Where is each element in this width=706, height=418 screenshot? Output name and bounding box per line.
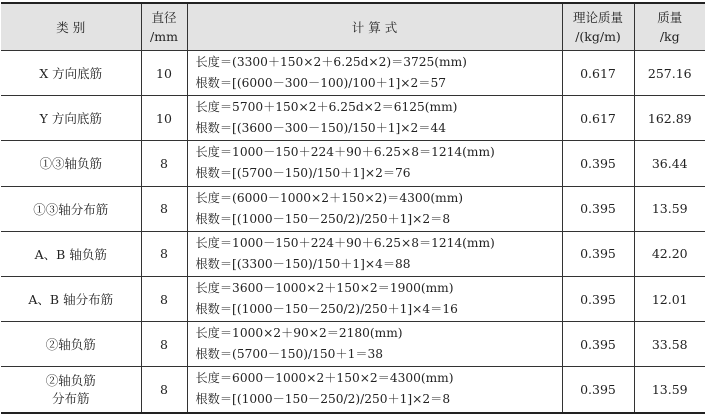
formula-count: 根数＝(5700－150)/150＋1＝38: [195, 347, 384, 362]
cell-category: [1, 276, 141, 321]
cell-formula: [187, 322, 562, 367]
category-text: X 方向底筋: [39, 66, 103, 82]
cell-formula: [187, 367, 562, 413]
formula-count: 根数＝[(3600－300－150)/150＋1]×2＝44: [195, 121, 446, 136]
table-row: [1, 367, 705, 413]
header-unit-mass: [562, 3, 634, 51]
cell-unit-mass: 0.395: [562, 186, 634, 231]
category-text: ①③轴负筋: [39, 156, 102, 172]
table-row: [1, 276, 705, 321]
formula-length: 长度＝1000×2＋90×2＝2180(mm): [195, 326, 403, 341]
formula-length: 长度＝3600－1000×2＋150×2＝1900(mm): [195, 281, 454, 296]
table-row: [1, 51, 705, 96]
cell-formula: [187, 141, 562, 186]
table-row: [1, 186, 705, 231]
header-unit-mass-unit: /(kg/m): [575, 29, 621, 44]
cell-mass: 33.58: [634, 322, 705, 367]
cell-unit-mass: 0.395: [562, 367, 634, 413]
category-text: ②轴负筋: [45, 373, 96, 389]
table-body: [1, 51, 705, 413]
category-text: ②轴负筋: [45, 337, 96, 353]
cell-diameter: 8: [141, 231, 187, 276]
category-text: Y 方向底筋: [39, 111, 102, 127]
formula-count: 根数＝[(6000－300－100)/100＋1]×2＝57: [195, 76, 446, 91]
header-category: 类 别: [1, 3, 141, 51]
cell-mass: 13.59: [634, 186, 705, 231]
table-row: [1, 231, 705, 276]
rebar-calculation-table-container: [1, 2, 705, 414]
header-mass-unit: /kg: [659, 29, 680, 44]
cell-unit-mass: 0.617: [562, 96, 634, 141]
cell-category: [1, 231, 141, 276]
cell-category: [1, 367, 141, 413]
formula-count: 根数＝[(1000－150－250/2)/250＋1]×2＝8: [195, 392, 451, 407]
cell-unit-mass: 0.395: [562, 141, 634, 186]
cell-unit-mass: 0.395: [562, 322, 634, 367]
header-diameter-line: 直径: [151, 10, 177, 25]
category-text: 分布筋: [51, 391, 90, 407]
formula-length: 长度＝1000－150＋224＋90＋6.25×8＝1214(mm): [195, 235, 495, 250]
header-mass: [634, 3, 705, 51]
cell-unit-mass: 0.617: [562, 51, 634, 96]
formula-count: 根数＝[(1000－150－250/2)/250＋1]×4＝16: [195, 302, 458, 317]
formula-count: 根数＝[(3300－150)/150＋1]×4＝88: [195, 256, 411, 271]
header-formula: 计 算 式: [187, 3, 562, 51]
cell-diameter: 8: [141, 322, 187, 367]
header-unit-mass-line: 理论质量: [572, 10, 623, 25]
cell-mass: 42.20: [634, 231, 705, 276]
cell-mass: 13.59: [634, 367, 705, 413]
cell-category: [1, 186, 141, 231]
cell-diameter: 10: [141, 96, 187, 141]
cell-diameter: 8: [141, 141, 187, 186]
formula-length: 长度＝(6000－1000×2＋150×2)＝4300(mm): [195, 190, 464, 205]
cell-unit-mass: 0.395: [562, 231, 634, 276]
table-row: [1, 322, 705, 367]
header-diameter-unit: /mm: [150, 29, 178, 44]
cell-formula: [187, 231, 562, 276]
cell-category: [1, 322, 141, 367]
cell-category: [1, 51, 141, 96]
cell-mass: 257.16: [634, 51, 705, 96]
cell-mass: 12.01: [634, 276, 705, 321]
cell-formula: [187, 51, 562, 96]
formula-length: 长度＝1000－150＋224＋90＋6.25×8＝1214(mm): [195, 145, 495, 160]
cell-category: [1, 141, 141, 186]
header-mass-line: 质量: [657, 10, 683, 25]
table-header-row: [1, 3, 705, 51]
cell-unit-mass: 0.395: [562, 276, 634, 321]
table-row: [1, 96, 705, 141]
category-text: ①③轴分布筋: [33, 201, 109, 217]
formula-length: 长度＝(3300＋150×2＋6.25d×2)＝3725(mm): [195, 55, 467, 70]
formula-count: 根数＝[(1000－150－250/2)/250＋1]×2＝8: [195, 211, 451, 226]
rebar-calculation-table: [1, 2, 705, 414]
cell-mass: 162.89: [634, 96, 705, 141]
formula-length: 长度＝6000－1000×2＋150×2＝4300(mm): [195, 371, 454, 386]
category-text: A、B 轴负筋: [34, 246, 107, 262]
cell-category: [1, 96, 141, 141]
cell-formula: [187, 186, 562, 231]
cell-diameter: 8: [141, 186, 187, 231]
cell-mass: 36.44: [634, 141, 705, 186]
category-text: A、B 轴分布筋: [28, 292, 114, 308]
cell-diameter: 8: [141, 276, 187, 321]
formula-length: 长度＝5700＋150×2＋6.25d×2＝6125(mm): [195, 100, 458, 115]
cell-diameter: 10: [141, 51, 187, 96]
header-diameter: [141, 3, 187, 51]
formula-count: 根数＝[(5700－150)/150＋1]×2＝76: [195, 166, 411, 181]
table-row: [1, 141, 705, 186]
cell-formula: [187, 96, 562, 141]
cell-formula: [187, 276, 562, 321]
cell-diameter: 8: [141, 367, 187, 413]
